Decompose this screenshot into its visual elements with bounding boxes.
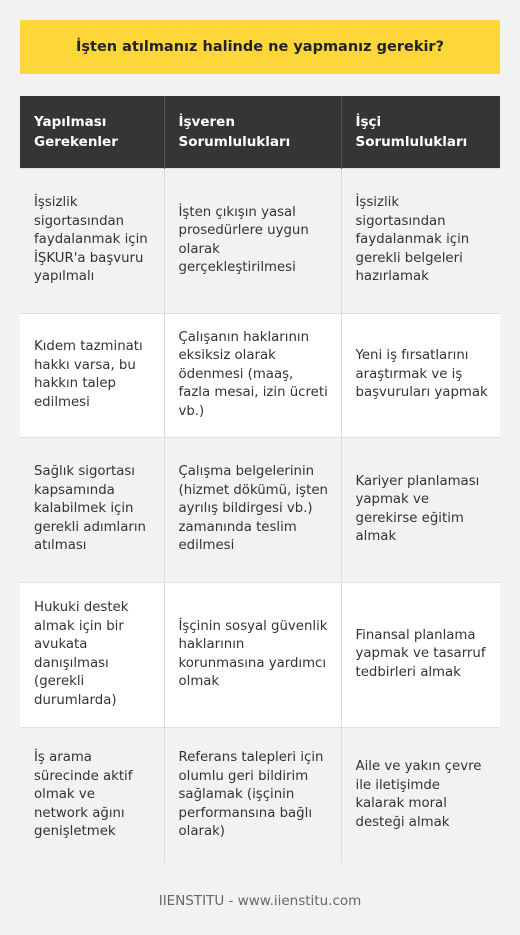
- table-row: [20, 727, 500, 863]
- table-cell: Sağlık sigortası kapsamında kalabilmek için gerekli adımların atılması: [20, 437, 164, 582]
- table-cell: Kariyer planlaması yapmak ve gerekirse eğitim almak: [341, 437, 500, 582]
- table-row: [20, 582, 500, 727]
- table-cell: İşçinin sosyal güvenlik haklarının korunmasına yardımcı olmak: [164, 582, 341, 727]
- table-cell: İşten çıkışın yasal prosedürlere uygun olarak gerçekleştirilmesi: [164, 168, 341, 313]
- column-header: İşveren Sorumlulukları: [164, 96, 341, 168]
- column-header: İşçi Sorumlulukları: [341, 96, 500, 168]
- table-cell: Aile ve yakın çevre ile iletişimde kalarak moral desteği almak: [341, 727, 500, 863]
- table-cell: Çalışma belgelerinin (hizmet dökümü, işten ayrılış bildirgesi vb.) zamanında teslim edilmesi: [164, 437, 341, 582]
- table-cell: Çalışanın haklarının eksiksiz olarak ödenmesi (maaş, fazla mesai, izin ücreti vb.): [164, 313, 341, 437]
- table-cell: İş arama sürecinde aktif olmak ve network ağını genişletmek: [20, 727, 164, 863]
- title-banner: [20, 20, 500, 74]
- table-cell: Yeni iş fırsatlarını araştırmak ve iş başvuruları yapmak: [341, 313, 500, 437]
- footer-credit: IIENSTITU - www.iienstitu.com: [158, 893, 362, 909]
- table-cell: Referans talepleri için olumlu geri bildirim sağlamak (işçinin performansına bağlı olarak): [164, 727, 341, 863]
- table-cell: İşsizlik sigortasından faydalanmak için gerekli belgeleri hazırlamak: [341, 168, 500, 313]
- table-cell: Hukuki destek almak için bir avukata danışılması (gerekli durumlarda): [20, 582, 164, 727]
- table-cell: Kıdem tazminatı hakkı varsa, bu hakkın talep edilmesi: [20, 313, 164, 437]
- table-cell: İşsizlik sigortasından faydalanmak için İŞKUR'a başvuru yapılmalı: [20, 168, 164, 313]
- table-header-row: [20, 96, 500, 168]
- table-row: [20, 313, 500, 437]
- table-row: [20, 437, 500, 582]
- table-row: [20, 168, 500, 313]
- column-header: Yapılması Gerekenler: [20, 96, 164, 168]
- page-title: İşten atılmanız halinde ne yapmanız gerekir?: [76, 39, 444, 55]
- responsibilities-table: [20, 96, 500, 863]
- table-cell: Finansal planlama yapmak ve tasarruf tedbirleri almak: [341, 582, 500, 727]
